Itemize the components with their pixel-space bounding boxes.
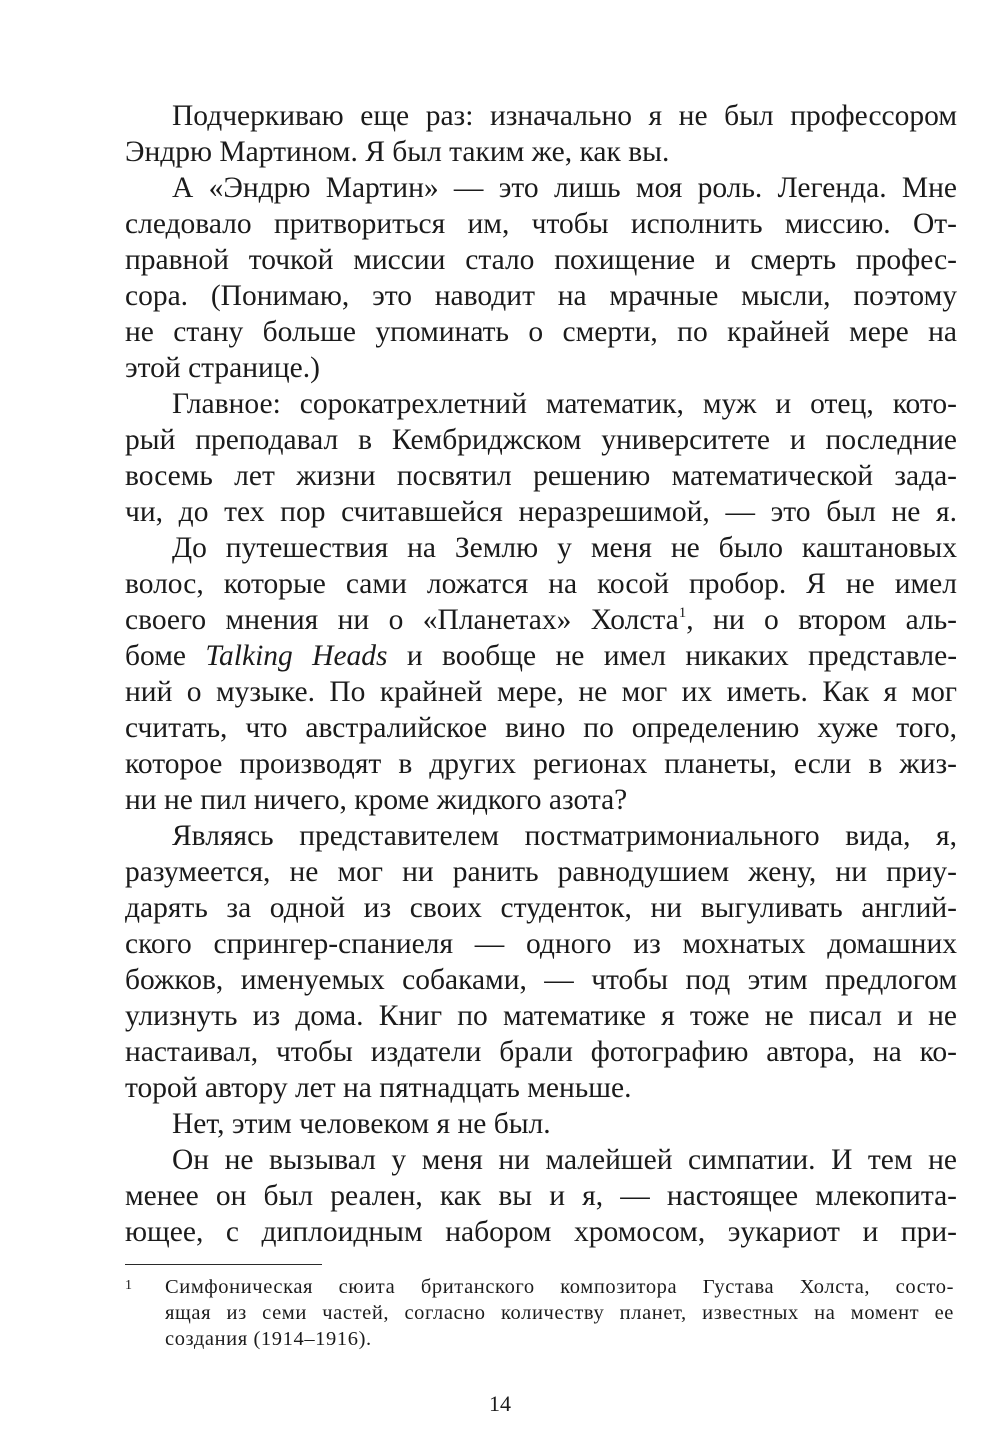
text-line: ского спрингер-спаниеля — одного из мохнатых домашних — [125, 928, 957, 960]
footnote-reference[interactable]: 1 — [678, 605, 687, 621]
footnote-line: Симфоническая сюита британского композитора Густава Холста, состо- — [165, 1276, 954, 1298]
text-segment: , ни о втором аль- — [686, 604, 958, 636]
italic-title: Talking Heads — [205, 640, 388, 672]
text-line: А «Эндрю Мартин» — это лишь моя роль. Легенда. Мне — [172, 172, 957, 204]
text-line: божков, именуемых собаками, — чтобы под этим предлогом — [125, 964, 957, 996]
text-segment: своего мнения ни о «Планетах» Холста — [125, 604, 679, 636]
footnote-divider — [125, 1264, 322, 1265]
footnote-line: создания (1914–1916). — [165, 1328, 372, 1350]
text-line: Подчеркиваю еще раз: изначально я не был профессором — [172, 100, 957, 132]
page-number: 14 — [489, 1391, 511, 1416]
text-line — [125, 638, 957, 674]
text-line: сора. (Понимаю, это наводит на мрачные мысли, поэтому — [125, 280, 957, 312]
text-line: Являясь представителем постматримониального вида, я, — [172, 820, 957, 852]
text-line: рый преподавал в Кембриджском университете и последние — [125, 424, 957, 456]
text-line: правной точкой миссии стало похищение и смерть профес- — [125, 244, 957, 276]
text-line: Эндрю Мартином. Я был таким же, как вы. — [125, 136, 670, 168]
text-line: Нет, этим человеком я не был. — [172, 1108, 551, 1140]
text-line: которое производят в других регионах планеты, если в жиз- — [125, 748, 957, 780]
text-segment: и вообще не имел никаких представле- — [406, 640, 958, 672]
text-line: чи, до тех пор считавшейся неразрешимой, — это был не я. — [125, 496, 957, 528]
footnote-marker: 1 — [125, 1278, 132, 1293]
text-line: менее он был реален, как вы и я, — настоящее млекопита- — [125, 1180, 957, 1212]
text-line: настаивал, чтобы издатели брали фотографию автора, на ко- — [125, 1036, 957, 1068]
text-line: волос, которые сами ложатся на косой пробор. Я не имел — [125, 568, 957, 600]
text-line: Он не вызывал у меня ни малейшей симпатии. И тем не — [172, 1144, 957, 1176]
text-line: считать, что австралийское вино по определению хуже того, — [125, 712, 957, 744]
text-line: восемь лет жизни посвятил решению математической зада- — [125, 460, 957, 492]
text-line: ни не пил ничего, кроме жидкого азота? — [125, 784, 628, 816]
text-line: этой странице.) — [125, 352, 320, 384]
text-line: разумеется, не мог ни ранить равнодушием жену, ни приу- — [125, 856, 957, 888]
text-line: дарять за одной из своих студенток, ни выгуливать англий- — [125, 892, 957, 924]
text-line: следовало притвориться им, чтобы исполнить миссию. От- — [125, 208, 957, 240]
footnote-line: ящая из семи частей, согласно количеству планет, известных на момент ее — [165, 1302, 954, 1324]
text-segment: боме — [125, 640, 186, 672]
text-line: До путешествия на Землю у меня не было каштановых — [172, 532, 957, 564]
text-line: ний о музыке. По крайней мере, не мог их иметь. Как я мог — [125, 676, 957, 708]
text-line — [125, 602, 957, 638]
text-line: Главное: сорокатрехлетний математик, муж и отец, кото- — [172, 388, 957, 420]
text-line: ющее, с диплоидным набором хромосом, эукариот и при- — [125, 1216, 957, 1248]
text-line: улизнуть из дома. Книг по математике я тоже не писал и не — [125, 1000, 957, 1032]
text-line: не стану больше упоминать о смерти, по крайней мере на — [125, 316, 957, 348]
text-line: торой автору лет на пятнадцать меньше. — [125, 1072, 632, 1104]
